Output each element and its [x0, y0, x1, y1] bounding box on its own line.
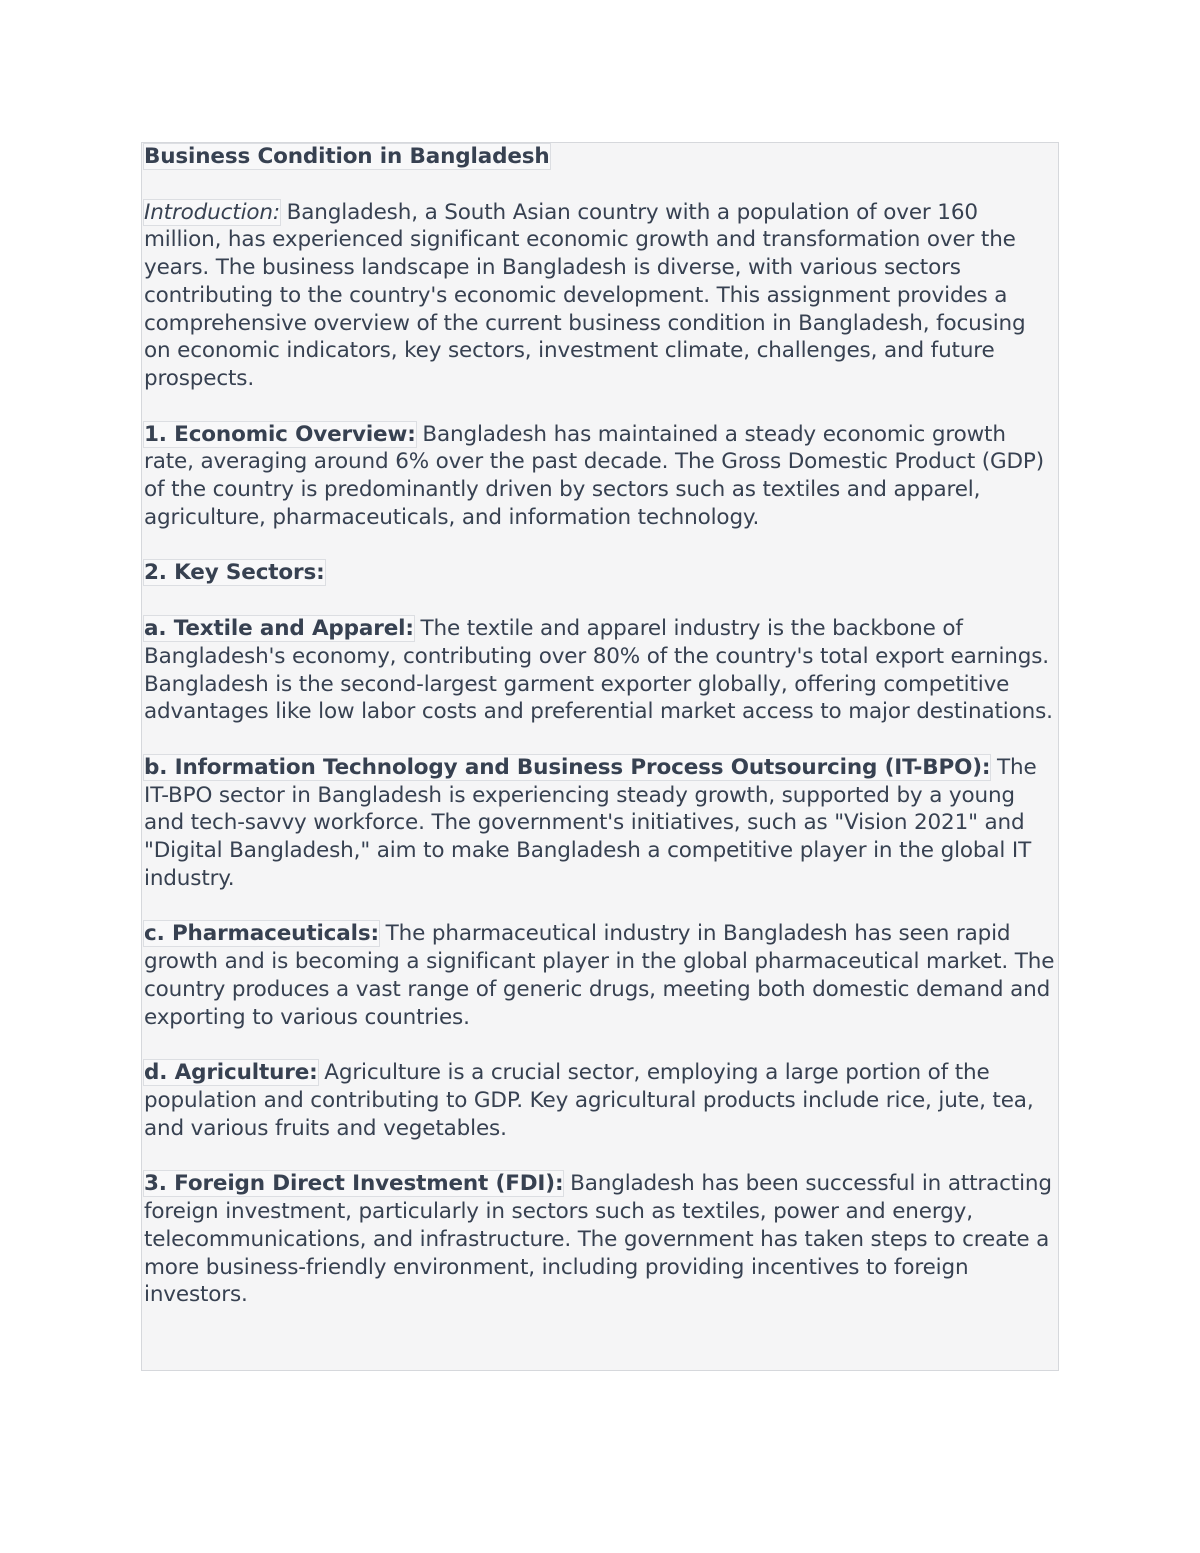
document-title-block	[144, 143, 1058, 171]
fdi-text: Bangladesh has been successful in attracting foreign investment, particularly in sectors such as textiles, power and energy, telecommunications, and infrastructure. The government has taken steps to create a more business-friendly environment, including providing incentives to foreign investors.	[144, 1171, 1052, 1308]
agriculture-label: d. Agriculture:	[144, 1060, 318, 1086]
pharma-text: The pharmaceutical industry in Bangladesh has seen rapid growth and is becoming a significant player in the global pharmaceutical market. The country produces a vast range of generic drugs, meeting both domestic demand and exporting to various countries.	[144, 921, 1055, 1030]
agriculture-paragraph	[144, 1059, 1058, 1142]
economic-overview-text: Bangladesh has maintained a steady economic growth rate, averaging around 6% over the past decade. The Gross Domestic Product (GDP) of the country is predominantly driven by sectors such as textiles and apparel, agriculture, pharmaceuticals, and information technology.	[144, 421, 1044, 530]
key-sectors-heading-block	[144, 559, 1058, 587]
agriculture-text: Agriculture is a crucial sector, employing a large portion of the population and contributing to GDP. Key agricultural products include rice, jute, tea, and various fruits and vegetables.	[144, 1060, 1034, 1141]
textile-text: The textile and apparel industry is the backbone of Bangladesh's economy, contributing over 80% of the country's total export earnings. Bangladesh is the second-largest garment exporter globally, offering competitive advantages like low labor costs and preferential market access to major destinations.	[144, 616, 1053, 725]
document-content	[141, 142, 1059, 1371]
key-sectors-heading: 2. Key Sectors:	[144, 560, 325, 586]
it-bpo-text: The IT-BPO sector in Bangladesh is experiencing steady growth, supported by a young and tech-savvy workforce. The government's initiatives, such as "Vision 2021" and "Digital Bangladesh," aim to make Bangladesh a competitive player in the global IT industry.	[144, 754, 1037, 891]
it-bpo-label: b. Information Technology and Business Process Outsourcing (IT-BPO):	[144, 754, 991, 780]
textile-label: a. Textile and Apparel:	[144, 616, 414, 642]
intro-label: Introduction:	[144, 199, 280, 225]
economic-overview-label: 1. Economic Overview:	[144, 421, 416, 447]
pharma-paragraph	[144, 920, 1058, 1031]
intro-paragraph	[144, 199, 1058, 393]
intro-text: Bangladesh, a South Asian country with a population of over 160 million, has experienced significant economic growth and transformation over the years. The business landscape in Bangladesh is diverse, with various sectors contributing to the country's economic development. This assignment provides a comprehensive overview of the current business condition in Bangladesh, focusing on economic indicators, key sectors, investment climate, challenges, and future prospects.	[144, 199, 1026, 391]
fdi-paragraph	[144, 1170, 1058, 1309]
document-title: Business Condition in Bangladesh	[144, 144, 550, 169]
it-bpo-paragraph	[144, 754, 1058, 893]
textile-paragraph	[144, 615, 1058, 726]
pharma-label: c. Pharmaceuticals:	[144, 921, 379, 947]
fdi-label: 3. Foreign Direct Investment (FDI):	[144, 1171, 564, 1197]
economic-overview-paragraph	[144, 421, 1058, 532]
